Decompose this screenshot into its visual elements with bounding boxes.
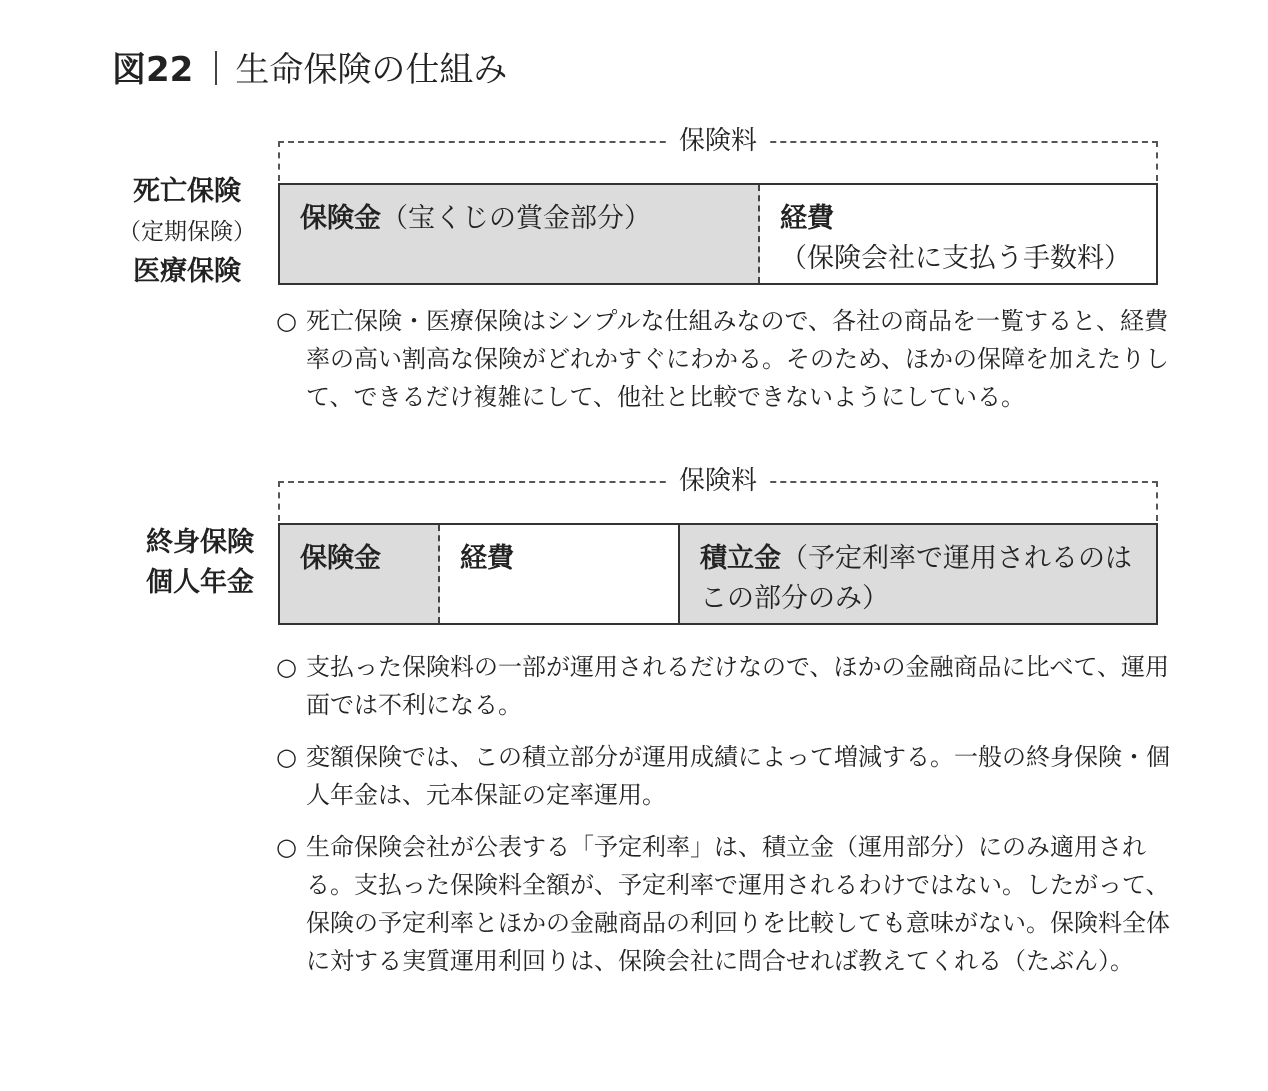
- note-marker-icon: ○: [276, 743, 297, 771]
- figure-title-text: 生命保険の仕組み: [235, 50, 508, 90]
- premium-dash-right: [1156, 481, 1158, 521]
- section2-note: [276, 738, 1176, 814]
- section2-note: [276, 828, 1176, 980]
- section2-cell-expense-title: 経費: [460, 543, 514, 574]
- section2-note-text: 生命保険会社が公表する「予定利率」は、積立金（運用部分）にのみ適用される。支払った保険料全額が、予定利率で運用されるわけではない。したがって、保険の予定利率とほかの金融商品の利回りを比較しても意味がない。保険料全体に対する実質運用利回りは、保険会社に問合せれば教えてくれる（たぶん）。: [306, 833, 1170, 975]
- section2-premium-breakdown: [278, 523, 1158, 625]
- section1-label-line1: 死亡保険: [133, 176, 241, 207]
- section2-cell-reserve-title: 積立金: [700, 543, 781, 574]
- premium-dash-left: [278, 141, 280, 181]
- note-marker-icon: ○: [276, 307, 297, 335]
- section2-note-text: 変額保険では、この積立部分が運用成績によって増減する。一般の終身保険・個人年金は、元本保証の定率運用。: [306, 743, 1170, 809]
- section1-notes: [276, 302, 1176, 430]
- note-marker-icon: ○: [276, 833, 297, 861]
- section1-note-text: 死亡保険・医療保険はシンプルな仕組みなので、各社の商品を一覧すると、経費率の高い割高な保険がどれかすぐにわかる。そのため、ほかの保障を加えたりして、できるだけ複雑にして、他社と比較できないようにしている。: [306, 307, 1170, 411]
- section1-left-label: [112, 172, 262, 292]
- premium-dash-left: [278, 481, 280, 521]
- section2-cell-payout-title: 保険金: [300, 543, 381, 574]
- section1-cell-expense: [760, 185, 1156, 283]
- section2-cell-reserve: [680, 525, 1156, 623]
- section1-label-line2: （定期保険）: [118, 219, 256, 245]
- section1-label-line3: 医療保険: [133, 256, 241, 287]
- section1-cell-expense-desc: （保険会社に支払う手数料）: [780, 243, 1131, 274]
- figure-title: [112, 42, 507, 98]
- note-marker-icon: ○: [276, 653, 297, 681]
- section2-premium-bracket: [278, 466, 1158, 521]
- section1-cell-payout: [280, 185, 760, 283]
- title-separator: [215, 51, 217, 85]
- section2-note: [276, 648, 1176, 724]
- premium-dash-right: [1156, 141, 1158, 181]
- section2-cell-reserve-desc: （予定利率で運用されるのはこの部分のみ）: [700, 543, 1132, 614]
- section2-label-line2: 個人年金: [146, 567, 254, 598]
- section2-notes: [276, 648, 1176, 994]
- section1-note: [276, 302, 1176, 416]
- section2-cell-expense: [440, 525, 680, 623]
- section2-note-text: 支払った保険料の一部が運用されるだけなので、ほかの金融商品に比べて、運用面では不利になる。: [306, 653, 1170, 719]
- section1-cell-expense-title: 経費: [780, 203, 834, 234]
- section2-left-label: [130, 523, 270, 603]
- section1-premium-breakdown: [278, 183, 1158, 285]
- section2-label-line1: 終身保険: [146, 527, 254, 558]
- section2-premium-label: 保険料: [667, 465, 769, 497]
- section2-cell-payout: [280, 525, 440, 623]
- section1-premium-label: 保険料: [667, 125, 769, 157]
- figure-number: 図22: [112, 50, 194, 90]
- section1-premium-bracket: [278, 126, 1158, 181]
- section1-cell-payout-desc: （宝くじの賞金部分）: [381, 203, 651, 234]
- section1-cell-payout-title: 保険金: [300, 203, 381, 234]
